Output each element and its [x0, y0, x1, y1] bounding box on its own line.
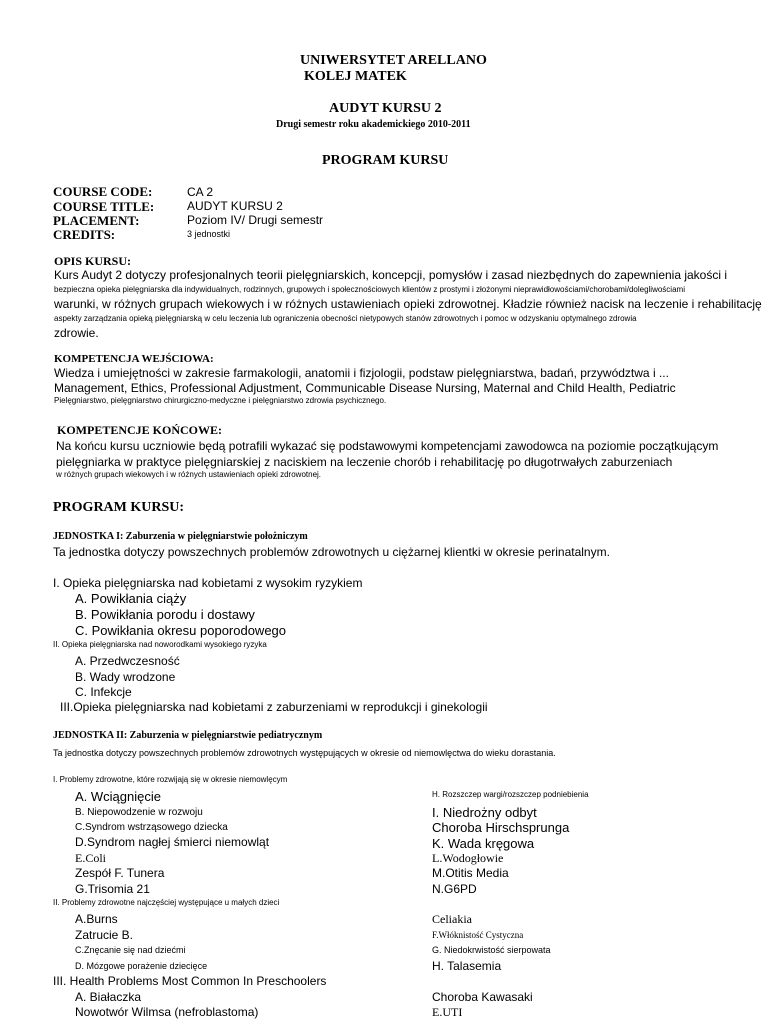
unit-2-left-item-g: G.Trisomia 21	[75, 882, 150, 896]
course-code-value: CA 2	[187, 185, 214, 199]
course-title-label: COURSE TITLE:	[53, 199, 155, 214]
unit-2-left-item-poisoning: Zatrucie B.	[75, 928, 134, 942]
unit-2-right-item-celiac: Celiakia	[432, 912, 472, 926]
program-title: PROGRAM KURSU	[322, 153, 449, 168]
unit-2-left-heading-1: I. Problemy zdrowotne, które rozwijają się w okresie niemowlęcym	[53, 775, 288, 784]
unit-1-item-1c: C. Powikłania okresu poporodowego	[75, 623, 287, 638]
unit-2-right-item-sickle-cell: G. Niedokrwistość sierpowata	[432, 945, 551, 955]
course-heading: AUDYT KURSU 2	[329, 101, 442, 116]
unit-2-left-item-f: Zespół F. Tunera	[75, 866, 165, 880]
unit-2-right-item-n: N.G6PD	[432, 882, 477, 896]
unit-2-right-item-h: H. Rozszczep wargi/rozszczep podniebienia	[432, 790, 589, 799]
description-heading: OPIS KURSU:	[54, 254, 132, 268]
credits-label: CREDITS:	[53, 227, 116, 242]
semester-line: Drugi semestr roku akademickiego 2010-2011	[276, 119, 471, 130]
unit-2-left-item-burns: A.Burns	[75, 912, 118, 926]
entry-competency-heading: KOMPETENCJA WEJŚCIOWA:	[54, 353, 214, 365]
description-line-1: Kurs Audyt 2 dotyczy profesjonalnych teorii pielęgniarskich, koncepcji, pomysłów i zasad niezbędnych do zapewnienia jakości i	[54, 268, 728, 282]
unit-2-right-item-kawasaki: Choroba Kawasaki	[432, 990, 533, 1004]
unit-1-item-2b: B. Wady wrodzone	[75, 670, 176, 684]
unit-1-item-1b: B. Powikłania porodu i dostawy	[75, 607, 255, 622]
credits-value: 3 jednostki	[187, 229, 231, 239]
unit-2-right-item-thalassemia: H. Talasemia	[432, 959, 502, 973]
unit-1-item-2c: C. Infekcje	[75, 685, 132, 699]
entry-competency-line-2: Management, Ethics, Professional Adjustment, Communicable Disease Nursing, Maternal and Child Health, Pediatric	[54, 381, 676, 395]
description-line-5: zdrowie.	[54, 326, 99, 340]
unit-2-right-item-uti: E.UTI	[432, 1005, 463, 1019]
course-title-value: AUDYT KURSU 2	[187, 199, 283, 213]
unit-2-left-item-a: A. Wciągnięcie	[75, 789, 161, 804]
unit-2-left-item-palsy: D. Mózgowe porażenie dziecięce	[75, 961, 208, 971]
unit-1-section-3: III.Opieka pielęgniarska nad kobietami z zaburzeniami w reprodukcji i ginekologii	[60, 700, 488, 714]
unit-1-title: JEDNOSTKA I: Zaburzenia w pielęgniarstwie położniczym	[53, 531, 308, 542]
unit-2-left-item-abuse: C.Znęcanie się nad dziećmi	[75, 945, 186, 955]
final-competency-line-3: w różnych grupach wiekowych i w różnych ustawieniach opieki zdrowotnej.	[56, 470, 322, 479]
placement-label: PLACEMENT:	[53, 213, 140, 228]
description-line-3: warunki, w różnych grupach wiekowych i w różnych ustawieniach opieki zdrowotnej. Kładzie również nacisk na leczenie i rehabilitację	[54, 297, 762, 311]
unit-2-left-item-d: D.Syndrom nagłej śmierci niemowląt	[75, 835, 270, 849]
program-heading: PROGRAM KURSU:	[53, 500, 185, 515]
unit-2-title: JEDNOSTKA II: Zaburzenia w pielęgniarstwie pediatrycznym	[53, 730, 323, 741]
placement-value: Poziom IV/ Drugi semestr	[187, 213, 324, 227]
description-line-4: aspekty zarządzania opieką pielęgniarską w celu leczenia lub ograniczenia obecności nietypowych stanów zdrowotnych i pomoc w odzyskaniu optymalnego zdrowia	[54, 314, 637, 323]
unit-2-right-item-hirschsprung: Choroba Hirschsprunga	[432, 820, 570, 835]
university-name: UNIWERSYTET ARELLANO	[300, 53, 487, 68]
college-name: KOLEJ MATEK	[304, 69, 407, 84]
unit-2-right-item-l: L.Wodogłowie	[432, 851, 504, 865]
unit-2-intro: Ta jednostka dotyczy powszechnych problemów zdrowotnych występujących w okresie od niemowlęctwa do wieku dorastania.	[53, 748, 556, 758]
unit-1-section-2: II. Opieka pielęgniarska nad noworodkami wysokiego ryzyka	[53, 640, 267, 649]
unit-2-left-heading-3: III. Health Problems Most Common In Preschoolers	[53, 974, 327, 988]
unit-2-right-item-cystic-fibrosis: F.Włóknistość Cystyczna	[432, 930, 524, 940]
unit-1-intro: Ta jednostka dotyczy powszechnych problemów zdrowotnych u ciężarnej klientki w okresie perinatalnym.	[53, 545, 610, 559]
unit-1-item-2a: A. Przedwczesność	[75, 654, 180, 668]
unit-2-right-item-i: I. Niedrożny odbyt	[432, 805, 537, 820]
unit-2-left-item-b: B. Niepowodzenie w rozwoju	[75, 807, 203, 818]
unit-2-left-heading-2: II. Problemy zdrowotne najczęściej występujące u małych dzieci	[53, 898, 280, 907]
unit-2-left-item-leukemia: A. Białaczka	[75, 990, 142, 1004]
final-competency-heading: KOMPETENCJE KOŃCOWE:	[57, 423, 223, 437]
entry-competency-line-3: Pielęgniarstwo, pielęgniarstwo chirurgiczno-medyczne i pielęgniarstwo zdrowia psychicznego.	[54, 396, 387, 405]
description-line-2: bezpieczna opieka pielęgniarska dla indywidualnych, rodzinnych, grupowych i społecznościowych klientów z prostymi i złożonymi nieprawidłowościami/chorobami/dolegliwościami	[54, 285, 685, 294]
unit-1-item-1a: A. Powikłania ciąży	[75, 591, 187, 606]
entry-competency-line-1: Wiedza i umiejętności w zakresie farmakologii, anatomii i fizjologii, podstaw pielęgniarstwa, badań, przywództwa i ...	[54, 366, 669, 380]
course-code-label: COURSE CODE:	[53, 184, 153, 199]
unit-2-left-item-c: C.Syndrom wstrząsowego dziecka	[75, 822, 228, 833]
unit-2-right-item-k: K. Wada kręgowa	[432, 836, 535, 851]
final-competency-line-2: pielęgniarka w praktyce pielęgniarskiej z naciskiem na leczenie chorób i rehabilitację po długotrwałych zaburzeniach	[56, 455, 673, 469]
unit-1-section-1: I. Opieka pielęgniarska nad kobietami z wysokim ryzykiem	[53, 576, 363, 590]
unit-2-left-item-wilms: Nowotwór Wilmsa (nefroblastoma)	[75, 1005, 259, 1019]
final-competency-line-1: Na końcu kursu uczniowie będą potrafili wykazać się podstawowymi kompetencjami zawodowca na poziomie początkującym	[56, 439, 719, 453]
unit-2-left-item-e: E.Coli	[75, 851, 107, 865]
unit-2-right-item-m: M.Otitis Media	[432, 866, 509, 880]
